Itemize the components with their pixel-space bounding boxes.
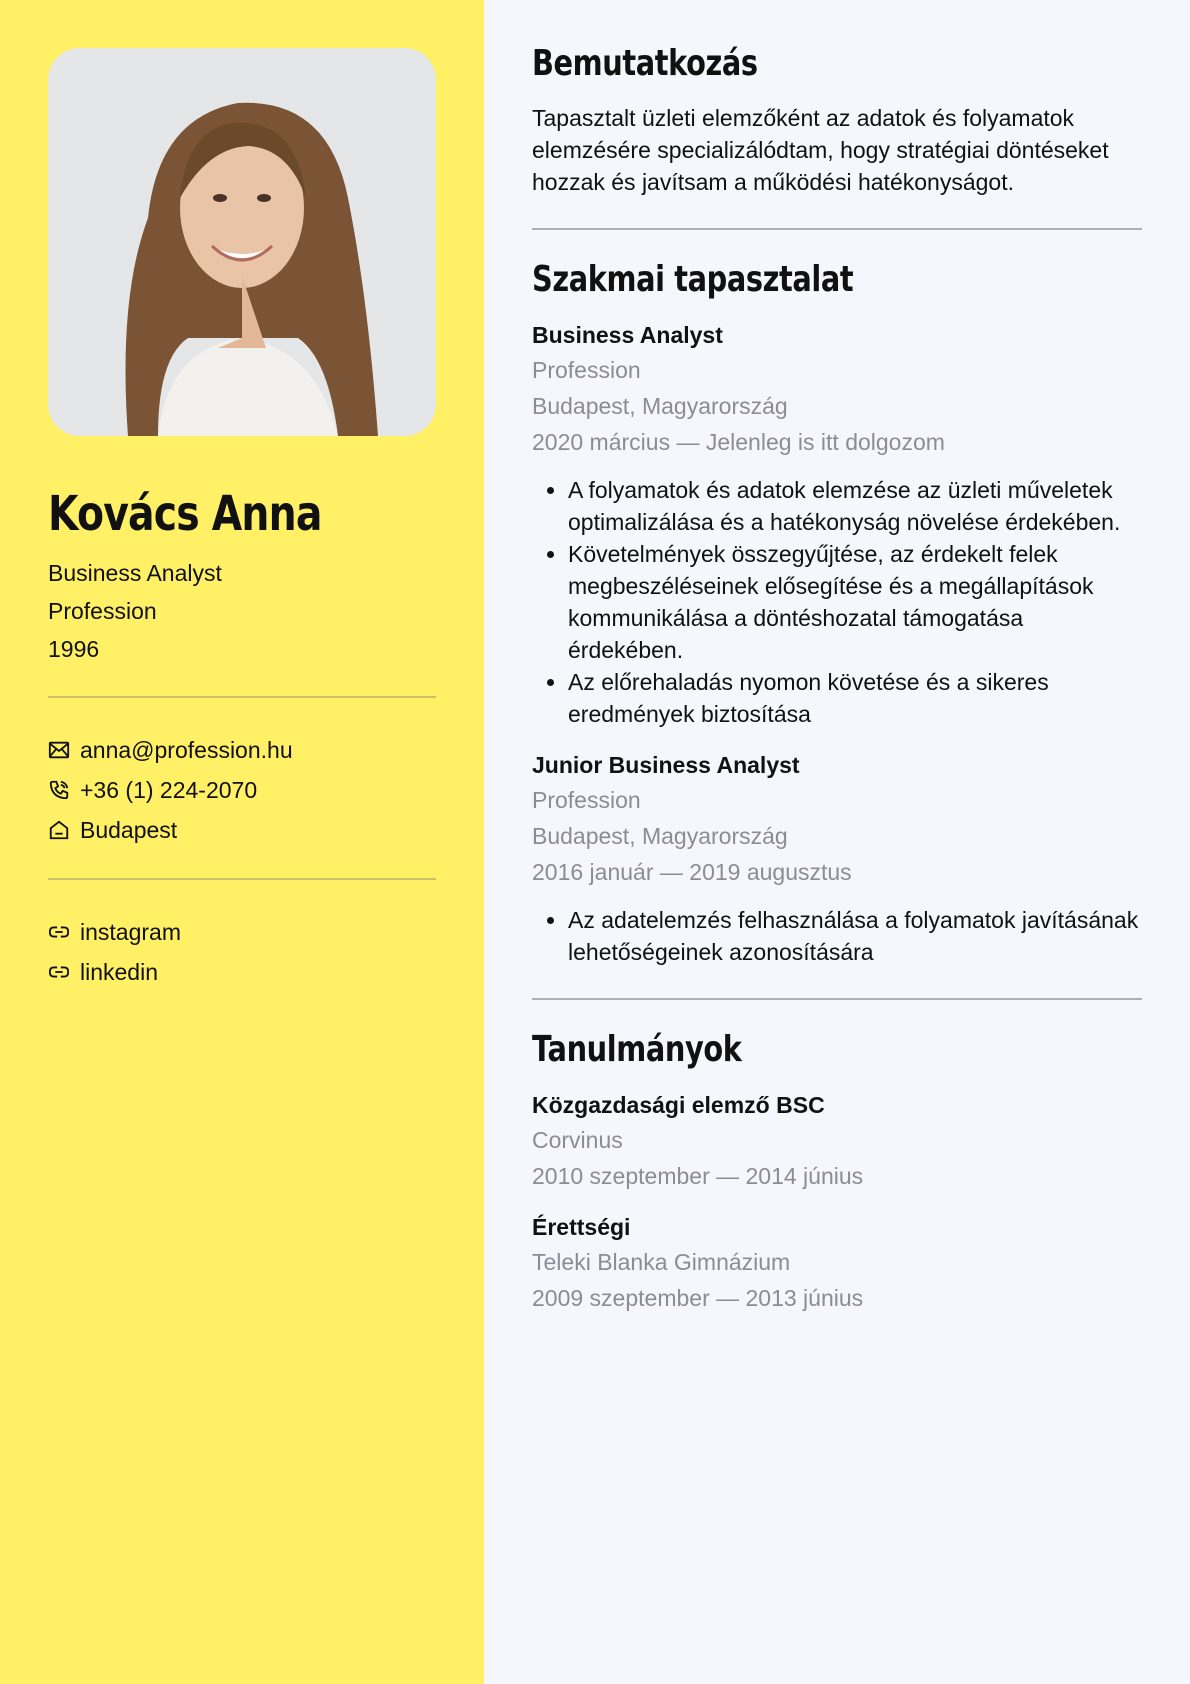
job-location: Budapest, Magyarország bbox=[532, 393, 788, 419]
job-bullets bbox=[532, 904, 1142, 968]
job-company: Profession bbox=[532, 787, 641, 813]
list-item: • A folyamatok és adatok elemzése az üzleti műveletek optimalizálása és a hatékonyság növelése érdekében. bbox=[568, 474, 1142, 538]
job-entry bbox=[532, 318, 1142, 730]
main-content bbox=[484, 0, 1190, 1684]
profile-photo bbox=[48, 48, 436, 436]
phone-row[interactable] bbox=[48, 770, 436, 810]
job-location: Budapest, Magyarország bbox=[532, 823, 788, 849]
job-entry bbox=[532, 748, 1142, 968]
divider bbox=[48, 878, 436, 880]
phone-icon bbox=[48, 779, 70, 801]
candidate-title: Business Analyst bbox=[48, 560, 222, 586]
job-bullets bbox=[532, 474, 1142, 730]
education-entry bbox=[532, 1088, 1142, 1194]
experience-heading: Szakmai tapasztalat bbox=[532, 259, 854, 300]
link-icon bbox=[48, 961, 70, 983]
city-row bbox=[48, 810, 436, 850]
job-dates: 2020 március — Jelenleg is itt dolgozom bbox=[532, 429, 945, 455]
intro-text: Tapasztalt üzleti elemzőként az adatok és folyamatok elemzésére specializálódtam, hogy stratégiai döntéseket hozzak és javítsam a működési hatékonyságot. bbox=[532, 105, 1109, 195]
instagram-link[interactable] bbox=[48, 912, 436, 952]
city-text: Budapest bbox=[80, 817, 178, 843]
education-entry bbox=[532, 1210, 1142, 1316]
education-degree: Közgazdasági elemző BSC bbox=[532, 1092, 825, 1118]
envelope-icon bbox=[48, 739, 70, 761]
job-title: Junior Business Analyst bbox=[532, 752, 800, 778]
link-icon bbox=[48, 921, 70, 943]
job-company: Profession bbox=[532, 357, 641, 383]
divider bbox=[532, 998, 1142, 1000]
home-icon bbox=[48, 819, 70, 841]
linkedin-link[interactable] bbox=[48, 952, 436, 992]
instagram-text[interactable]: instagram bbox=[80, 919, 181, 945]
divider bbox=[48, 696, 436, 698]
email-row[interactable] bbox=[48, 730, 436, 770]
candidate-name: Kovács Anna bbox=[48, 486, 322, 542]
education-degree: Érettségi bbox=[532, 1214, 631, 1240]
education-dates: 2009 szeptember — 2013 június bbox=[532, 1285, 864, 1311]
job-title: Business Analyst bbox=[532, 322, 723, 348]
divider bbox=[532, 228, 1142, 230]
linkedin-text[interactable]: linkedin bbox=[80, 959, 158, 985]
education-heading: Tanulmányok bbox=[532, 1029, 742, 1070]
education-school: Teleki Blanka Gimnázium bbox=[532, 1249, 791, 1275]
job-dates: 2016 január — 2019 augusztus bbox=[532, 859, 852, 885]
education-school: Corvinus bbox=[532, 1127, 623, 1153]
education-dates: 2010 szeptember — 2014 június bbox=[532, 1163, 864, 1189]
list-item: • Az adatelemzés felhasználása a folyamatok javításának lehetőségeinek azonosítására bbox=[568, 904, 1142, 968]
intro-heading: Bemutatkozás bbox=[532, 43, 758, 84]
sidebar bbox=[0, 0, 484, 1684]
candidate-company: Profession bbox=[48, 598, 157, 624]
email-text[interactable]: anna@profession.hu bbox=[80, 737, 293, 763]
phone-text[interactable]: +36 (1) 224-2070 bbox=[80, 777, 258, 803]
candidate-year: 1996 bbox=[48, 636, 100, 662]
list-item: • Az előrehaladás nyomon követése és a sikeres eredmények biztosítása bbox=[568, 666, 1142, 730]
list-item: • Követelmények összegyűjtése, az érdekelt felek megbeszéléseinek elősegítése és a megállapítások kommunikálása a döntéshozatal támogatása érdekében. bbox=[568, 538, 1142, 666]
